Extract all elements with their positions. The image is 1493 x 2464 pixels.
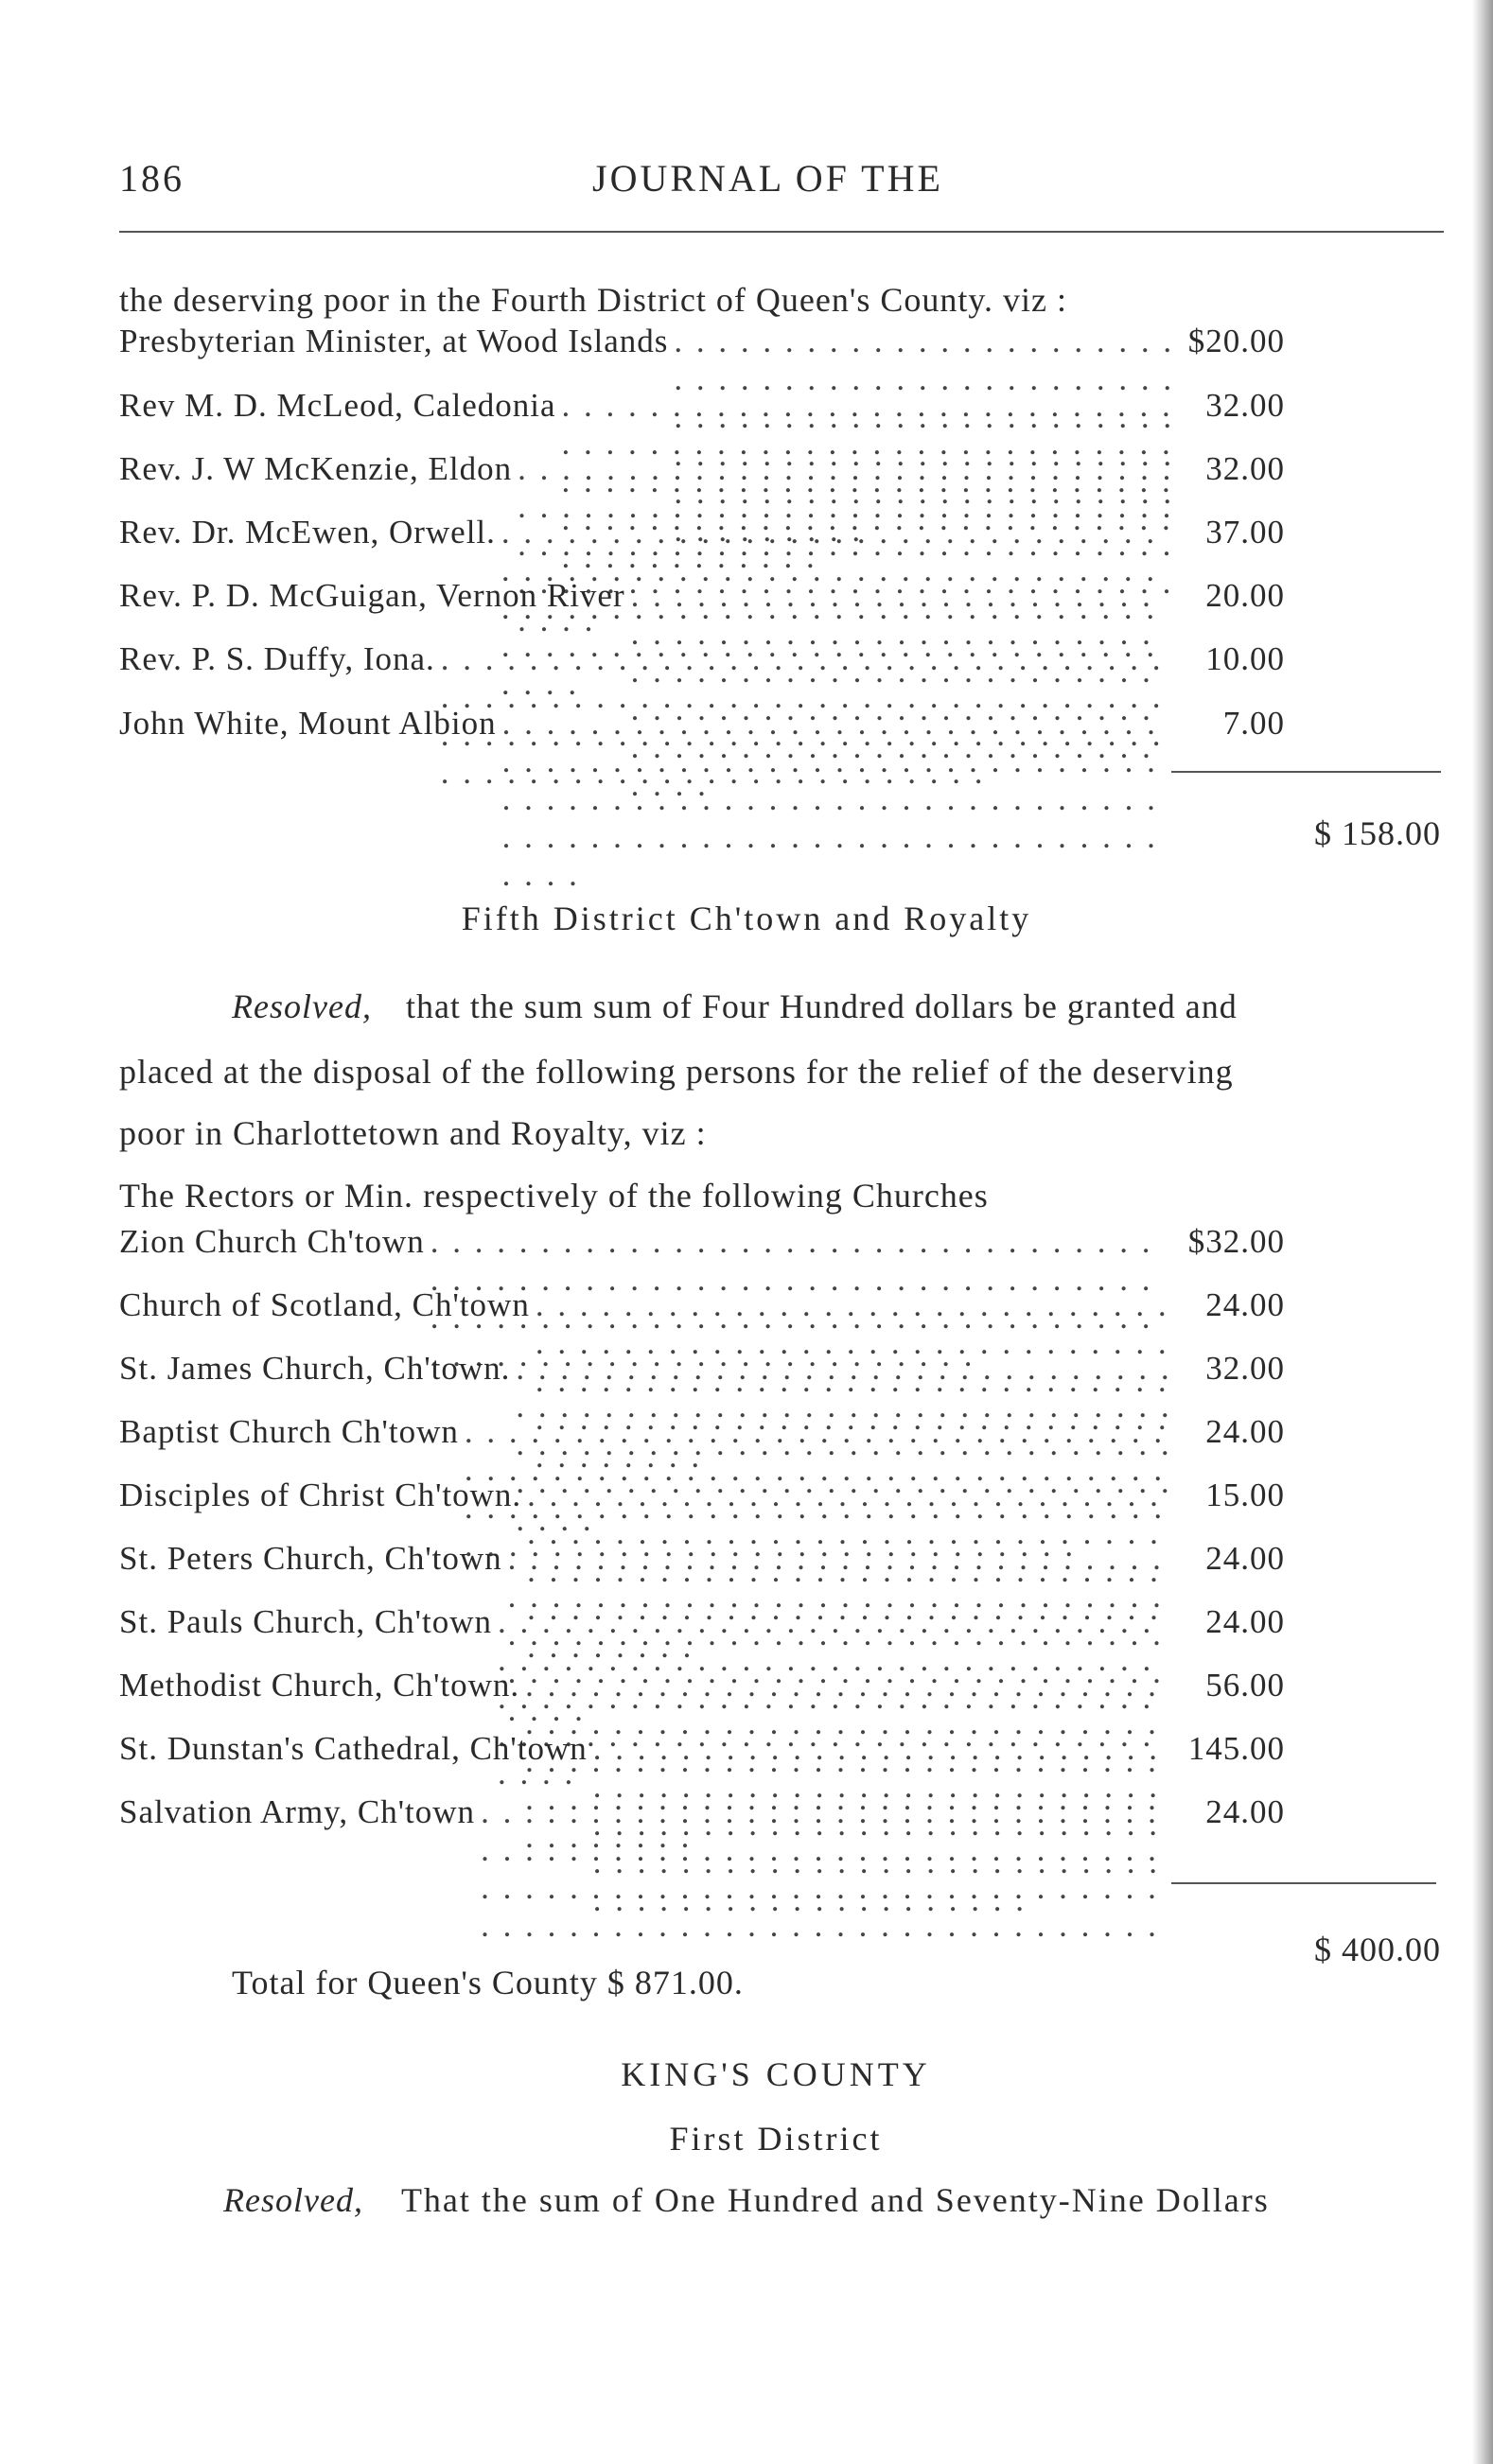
list-item [119,1667,1285,1714]
entry-amount: 24.00 [1205,1413,1285,1450]
list-item [119,387,1285,434]
resolved-paragraph-line [232,987,1238,1026]
entry-amount: 7.00 [1222,705,1285,742]
entry-name: Rev. P. D. McGuigan, Vernon River [119,577,625,614]
header-rule [119,231,1444,233]
list-item [119,323,1285,370]
resolved-text: that the sum sum of Four Hundred dollars be granted and [405,987,1238,1025]
entry-name: St. Pauls Church, Ch'town [119,1603,492,1640]
page-number: 186 [119,157,184,200]
county-total: Total for Queen's County $ 871.00. [232,1964,744,2001]
resolved-paragraph-line: placed at the disposal of the following persons for the relief of the deserving [119,1053,1234,1091]
entry-amount: 24.00 [1205,1793,1285,1830]
entry-name: Zion Church Ch'town [119,1223,425,1260]
entry-name: St. James Church, Ch'town. [119,1350,511,1387]
entry-name: John White, Mount Albion [119,705,497,742]
list-item [119,705,1285,752]
list-item [119,640,1285,688]
leader-dots [475,1793,1181,1945]
entry-amount: 32.00 [1205,450,1285,487]
resolved-text: That the sum of One Hundred and Seventy-Nine Dollars [400,2181,1270,2219]
entry-name: St. Peters Church, Ch'town [119,1540,502,1577]
list-item [119,1540,1285,1587]
resolved-paragraph-line: poor in Charlottetown and Royalty, viz : [119,1114,707,1152]
subtotal-rule [1171,771,1441,773]
district-total: $ 400.00 [1314,1931,1441,1968]
section-heading: Fifth District Ch'town and Royalty [461,900,1032,937]
entry-amount: $32.00 [1187,1223,1285,1260]
subtotal-rule [1171,1882,1436,1884]
district-heading: First District [669,2120,883,2158]
entry-name: Presbyterian Minister, at Wood Islands [119,323,669,359]
entry-name: Salvation Army, Ch'town [119,1793,476,1830]
entry-amount: 24.00 [1205,1286,1285,1323]
entry-amount: 32.00 [1205,1350,1285,1387]
list-item [119,514,1285,561]
entry-name: Methodist Church, Ch'town. [119,1667,520,1704]
entry-amount: 32.00 [1205,387,1285,424]
entry-name: Rev. P. S. Duffy, Iona. [119,640,435,677]
churches-intro: The Rectors or Min. respectively of the following Churches [119,1177,989,1215]
intro-line: the deserving poor in the Fourth District of Queen's County. viz : [119,281,1067,319]
entry-amount: 37.00 [1205,514,1285,550]
county-heading: KING'S COUNTY [621,2055,931,2093]
entry-name: Disciples of Christ Ch'town. [119,1477,522,1513]
entry-name: Baptist Church Ch'town [119,1413,459,1450]
entry-amount: 10.00 [1205,640,1285,677]
entry-amount: 20.00 [1205,577,1285,614]
entry-amount: 24.00 [1205,1603,1285,1640]
entry-name: Rev M. D. McLeod, Caledonia [119,387,556,424]
entry-name: Church of Scotland, Ch'town [119,1286,530,1323]
page-edge-shadow [1472,0,1493,2464]
list-item [119,1223,1285,1270]
district-total: $ 158.00 [1314,814,1441,852]
running-title: JOURNAL OF THE [592,157,943,200]
list-item [119,1413,1285,1460]
entry-name: Rev. J. W McKenzie, Eldon [119,450,513,487]
list-item [119,1793,1285,1841]
entry-amount: 15.00 [1205,1477,1285,1513]
list-item [119,577,1285,624]
leader-dots [497,705,1181,894]
list-item [119,1477,1285,1524]
list-item [119,1286,1285,1334]
list-item [119,1350,1285,1397]
entry-amount: 145.00 [1187,1730,1285,1767]
list-item [119,450,1285,498]
resolved-word: Resolved, [223,2181,363,2219]
entry-amount: 24.00 [1205,1540,1285,1577]
entry-amount: 56.00 [1205,1667,1285,1704]
list-item [119,1603,1285,1651]
resolved-paragraph-line [223,2180,1270,2220]
entry-name: St. Dunstan's Cathedral, Ch'town [119,1730,588,1767]
entry-amount: $20.00 [1187,323,1285,359]
entry-name: Rev. Dr. McEwen, Orwell. [119,514,496,550]
list-item [119,1730,1285,1777]
resolved-word: Resolved, [232,987,372,1025]
